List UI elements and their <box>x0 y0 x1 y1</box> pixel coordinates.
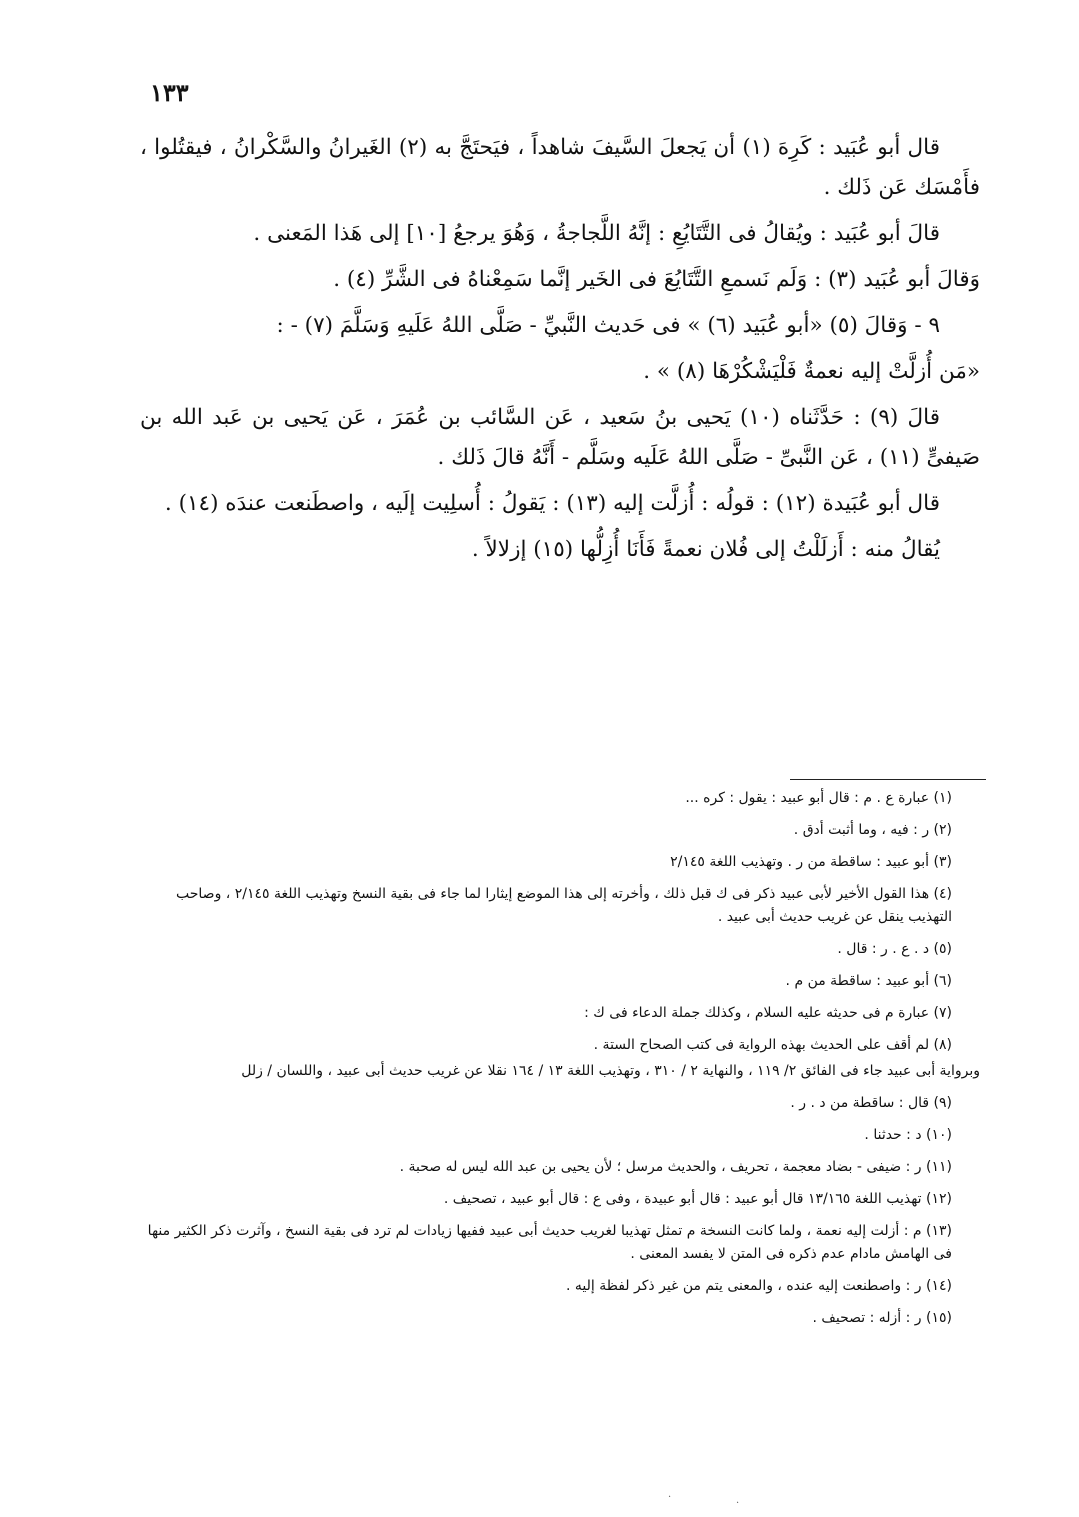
paragraph-tatayu-sharr: وَقالَ أبو عُبَيد (٣) : وَلَم نَسمعِ التَّتَايُعَ فى الخَير إنَّما سَمِعْناهُ فى الشَّرِّ (٤) . <box>333 267 980 292</box>
footnote-8-continuation: وبرواية أبى عبيد جاء فى الفائق ٢/ ١١٩ ، والنهاية ٢ / ٣١٠ ، وتهذيب اللغة ١٣ / ١٦٤ نقلا عن غريب حديث أبى عبيد ، واللسان / زلل <box>241 1063 980 1079</box>
footnotes <box>140 787 980 1339</box>
footnote-9: (٩) قال : ساقطة من د . ر . <box>790 1095 952 1111</box>
paragraph-hadith-9-text: «مَن أُزلَّتْ إليه نعمةٌ فَلْيَشْكُرْهَا (٨) » . <box>643 359 980 384</box>
paragraph-tatayu-lajaja: قالَ أبو عُبَيد : ويُقالُ فى التَّتَايُعِ : إنَّهُ اللَّجاجةُ ، وَهُوَ يرجعُ [١٠] إلى هَذا المَعنى . <box>253 221 940 246</box>
footnote-15: (١٥) ر : أزله : تصحيف . <box>812 1310 952 1326</box>
footnote-8: (٨) لم أقف على الحديث بهذه الرواية فى كتب الصحاح الستة . <box>593 1037 952 1053</box>
footnote-11: (١١) ر : ضيفى - بضاد معجمة ، تحريف ، والحديث مرسل ؛ لأن يحيى بن عبد الله ليس له صحبة . <box>399 1159 952 1175</box>
main-text-body <box>140 128 980 576</box>
page-number: ١٣٣ <box>150 78 189 107</box>
footnote-2: (٢) ر : فيه ، وما أثبت أدق . <box>793 822 952 838</box>
footnote-12: (١٢) تهذيب اللغة ١٣/١٦٥ قال أبو عبيد : قال أبو عبيدة ، وفى ع : قال أبو عبيد ، تصحيف . <box>443 1191 952 1207</box>
footnote-10: (١٠) د : حدثنا . <box>864 1127 952 1143</box>
footnote-7: (٧) عبارة م فى حديثه عليه السلام ، وكذلك جملة الدعاء فى ك : <box>584 1005 952 1021</box>
footnote-3: (٣) أبو عبيد : ساقطة من ر . وتهذيب اللغة ٢/١٤٥ <box>670 854 952 870</box>
footnote-4: (٤) هذا القول الأخير لأبى عبيد ذكر فى ك قبل ذلك ، وأخرته إلى هذا الموضع إيثارا لما جاء فى بقية النسخ وتهذيب اللغة ٢/١٤٥ ، وصاحب التهذيب ينقل عن غريب حديث أبى عبيد . <box>176 886 952 925</box>
footnote-5: (٥) د . ع . ر : قال . <box>837 941 952 957</box>
paragraph-abu-ubayda-explanation: قال أبو عُبَيدة (١٢) : قولُه : أُزلَّت إليه (١٣) : يَقولُ : أُسلِيت إلَيه ، واصطَنعت عندَه (١٤) . <box>164 491 940 516</box>
paragraph-isnad: قالَ (٩) : حَدَّثَناه (١٠) يَحيى بنُ سَعيد ، عَن السَّائب بن عُمَرَ ، عَن يَحيى بن عَبد الله بن صَيفىٍّ (١١) ، عَن النَّبىِّ - صَلَّى اللهُ عَلَيه وسَلَّم - أَنَّهُ قالَ ذَلك . <box>140 405 980 470</box>
scan-speck: · <box>736 1498 740 1509</box>
footnote-13: (١٣) م : أزلت إليه نعمة ، ولما كانت النسخة م تمثل تهذيبا لغريب حديث أبى عبيد ففيها زيادات لم ترد فى بقية النسخ ، وآثرت ذكر الكثير منها فى الهامش مادام عدم ذكره فى المتن لا يفسد المعنى . <box>147 1223 952 1262</box>
footnote-14: (١٤) ر : واصطنعت إليه عنده ، والمعنى يتم من غير ذكر لفظة إليه . <box>566 1278 952 1294</box>
paragraph-hadith-9-intro: ٩ - وَقالَ (٥) «أبو عُبَيد (٦) » فى حَديث النَّبيِّ - صَلَّى اللهُ عَلَيهِ وَسَلَّمَ (٧) - : <box>276 313 940 338</box>
paragraph-abu-ubayd-sword: قال أبو عُبَيد : كَرِهَ (١) أن يَجعلَ السَّيفَ شاهداً ، فيَحتَجَّ به (٢) الغَيرانُ والسَّكْرانُ ، فيقتُلوا ، فأَمْسَك عَن ذَلك . <box>140 135 980 200</box>
footnote-6: (٦) أبو عبيد : ساقطة من م . <box>785 973 952 989</box>
paragraph-izlal-usage: يُقالُ منه : أَزلَلْتُ إلى فُلان نعمةً فَأَنَا أُزِلُّها (١٥) إزلالاً . <box>471 537 940 562</box>
footnote-separator <box>790 779 986 780</box>
scan-speck: · <box>668 1492 672 1503</box>
footnote-1: (١) عبارة ع . م : قال أبو عبيد : يقول : كره ... <box>685 790 952 806</box>
